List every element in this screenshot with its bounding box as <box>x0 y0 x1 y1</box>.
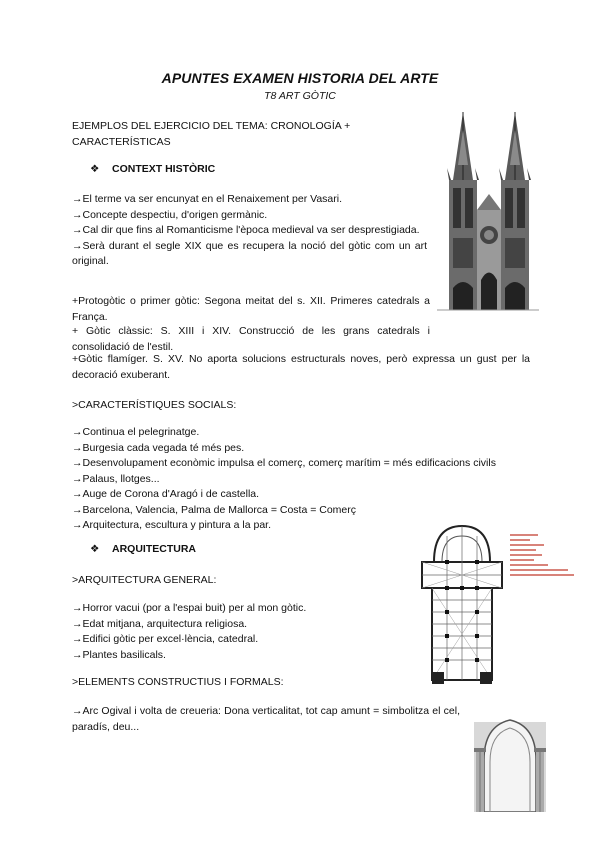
social-heading: >CARACTERÍSTIQUES SOCIALS: <box>72 399 237 411</box>
cathedral-facade-image <box>437 110 539 315</box>
list-item: →Horror vacui (por a l'espai buit) per al mon gòtic. <box>72 602 307 614</box>
list-item: →Arc Ogival i volta de creueria: Dona verticalitat, tot cap amunt = simbolitza el cel, paradís, deu... <box>72 705 460 733</box>
architecture-heading: ❖ ARQUITECTURA <box>90 543 196 555</box>
list-item: →Burgesia cada vegada té més pes. <box>72 441 245 454</box>
list-item: →Barcelona, Valencia, Palma de Mallorca = Costa = Comerç <box>72 503 357 516</box>
list-item: →Auge de Corona d'Aragó i de castella. <box>72 488 260 500</box>
floor-plan-legend <box>508 532 588 580</box>
list-item: →Arquitectura, escultura y pintura a la par. <box>72 519 272 531</box>
intro-text: EJEMPLOS DEL EJERCICIO DEL TEMA: CRONOLOGÍA + CARACTERÍSTICAS <box>72 120 351 148</box>
arch-general-heading: >ARQUITECTURA GENERAL: <box>72 574 217 586</box>
diamond-bullet-icon: ❖ <box>90 163 100 175</box>
period-protogothic: +Protogòtic o primer gòtic: Segona meitat del s. XII. Primeres catedrals a França. <box>72 295 430 323</box>
list-item: →Edat mitjana, arquitectura religiosa. <box>72 617 248 630</box>
list-item: →Serà durant el segle XIX que es recupera la noció del gòtic com un art original. <box>72 239 427 267</box>
page-title: APUNTES EXAMEN HISTORIA DEL ARTE <box>161 70 439 86</box>
list-item: →Concepte despectiu, d'origen germànic. <box>72 208 268 221</box>
context-heading: ❖ CONTEXT HISTÒRIC <box>90 163 216 175</box>
ogival-arch-image <box>470 712 550 812</box>
list-item: →El terme va ser encunyat en el Renaixement per Vasari. <box>72 193 343 205</box>
floor-plan-image <box>420 522 505 687</box>
diamond-bullet-icon: ❖ <box>90 543 100 555</box>
period-classic: + Gòtic clàssic: S. XIII i XIV. Construcció de les grans catedrals i consolidació de l'estil. <box>72 325 430 353</box>
context-lines <box>72 192 427 270</box>
arch-elements-lines <box>72 704 460 735</box>
list-item: →Palaus, llotges... <box>72 472 160 485</box>
list-item: →Continua el pelegrinatge. <box>72 426 200 438</box>
arch-general-lines <box>72 601 402 663</box>
list-item: →Plantes basilicals. <box>72 648 166 661</box>
social-lines <box>72 425 542 534</box>
period-flamboyant: +Gòtic flamíger. S. XV. No aporta solucions estructurals noves, però expressa un gust per la decoració exuberant. <box>72 353 530 381</box>
list-item: →Desenvolupament econòmic impulsa el comerç, comerç marítim = més edificacions civils <box>72 457 496 469</box>
list-item: →Cal dir que fins al Romanticisme l'època medieval va ser desprestigiada. <box>72 224 420 236</box>
page-subtitle: T8 ART GÒTIC <box>264 90 336 102</box>
arch-elements-heading: >ELEMENTS CONSTRUCTIUS I FORMALS: <box>72 676 284 688</box>
list-item: →Edifici gòtic per excel·lència, catedral. <box>72 633 259 645</box>
